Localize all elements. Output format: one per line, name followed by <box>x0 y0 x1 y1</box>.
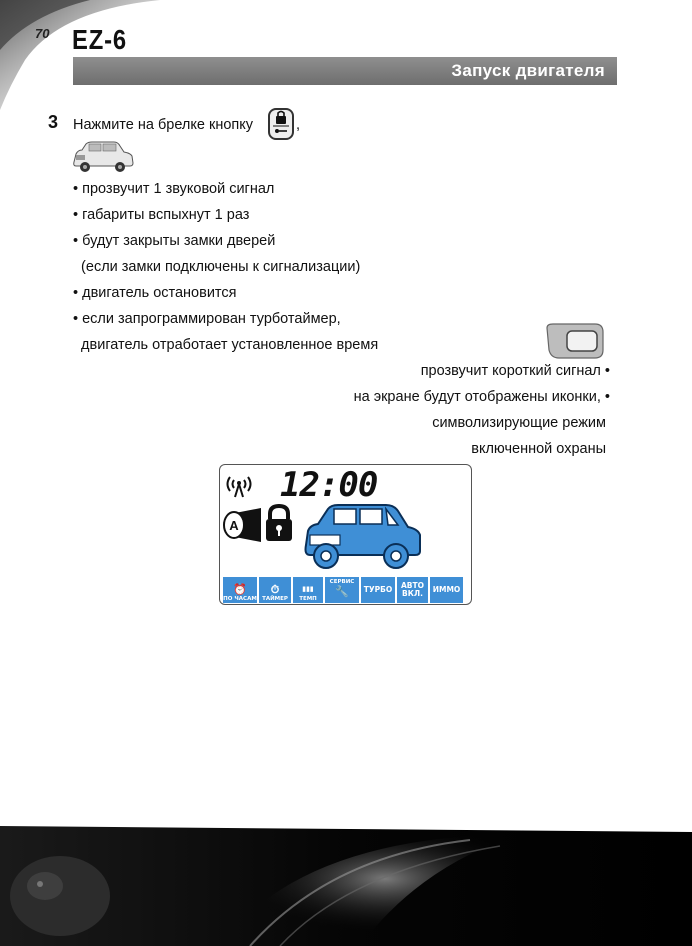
car-icon <box>70 140 136 174</box>
step-number: 3 <box>48 112 59 132</box>
list-item: • если запрограммирован турботаймер, <box>73 311 341 327</box>
lcd-display <box>219 464 472 605</box>
step-instruction <box>73 116 253 134</box>
indicator-turbo: ТУРБО <box>361 577 395 603</box>
fob-button-icon <box>268 108 294 140</box>
remote-control-icon <box>545 322 605 360</box>
timer-icon: ⏱ <box>270 583 280 596</box>
step-punct: , <box>296 117 301 133</box>
lcd-clock: 12:00 <box>280 465 378 505</box>
list-item: • будут закрыты замки дверей <box>73 233 276 249</box>
wrench-icon: 🔧 <box>335 585 349 598</box>
indicator-timer: ⏱ ТАЙМЕР <box>259 577 291 603</box>
list-item: прозвучит короткий сигнал • <box>420 363 610 379</box>
step-instruction-text: Нажмите на брелке кнопку <box>73 117 254 133</box>
indicator-auto-start: АВТО ВКЛ. <box>397 577 428 603</box>
list-item: двигатель отработает установленное время <box>73 337 379 353</box>
list-item: символизирующие режим <box>432 415 606 431</box>
siren-icon <box>223 507 263 543</box>
indicator-by-clock: ⏰ ПО ЧАСАМ <box>223 577 257 603</box>
list-item: на экране будут отображены иконки, • <box>353 389 610 405</box>
list-item: • двигатель остановится <box>73 285 237 301</box>
alarm-clock-icon: ⏰ <box>233 583 247 596</box>
list-item: • прозвучит 1 звуковой сигнал <box>73 181 275 197</box>
list-item: (если замки подключены к сигнализации) <box>73 259 361 275</box>
temperature-icon: ▮▮▮ <box>302 585 314 593</box>
footer-artwork <box>0 826 692 946</box>
indicator-immo: ИММО <box>430 577 463 603</box>
section-title: Запуск двигателя <box>451 61 605 80</box>
antenna-icon <box>224 473 254 499</box>
page-number: 70 <box>35 26 50 41</box>
list-item: • габариты вспыхнут 1 раз <box>73 207 250 223</box>
indicator-service: СЕРВИС 🔧 <box>325 577 359 603</box>
section-header <box>73 57 617 85</box>
model-logo: EZ-6 <box>72 24 127 55</box>
list-item: включенной охраны <box>471 441 606 457</box>
car-status-icon <box>300 499 424 571</box>
indicator-temp: ▮▮▮ ТЕМП <box>293 577 323 603</box>
svg-text:A: A <box>229 518 239 533</box>
lock-icon <box>263 503 295 543</box>
lcd-indicator-row <box>223 577 463 603</box>
